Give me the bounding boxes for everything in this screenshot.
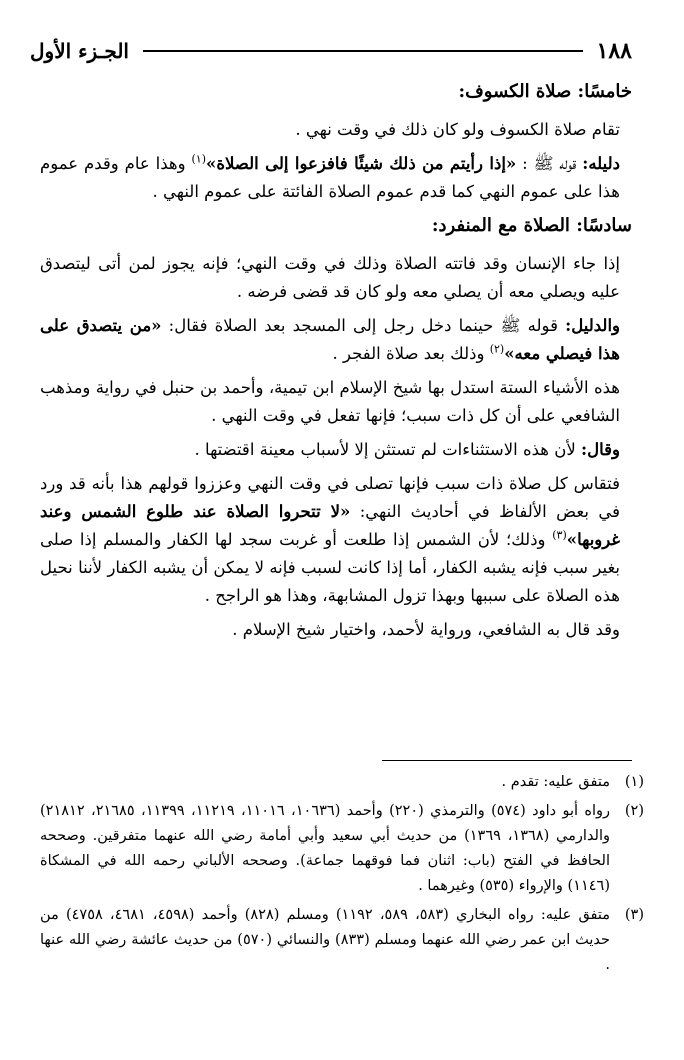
text-run: فتقاس كل صلاة ذات سبب فإنها تصلى في وقت النهي وعززوا قولهم هذا بأنه قد ورد في بعض الألفاظ في أحاديث النهي:	[40, 474, 620, 521]
page-number: ١٨٨	[596, 38, 632, 64]
hadith-quote: «من يتصدق على هذا فيصلي معه»	[40, 316, 620, 363]
footnote	[40, 770, 644, 795]
footnotes	[40, 770, 644, 982]
section-heading-5: خامسًا: صلاة الكسوف:	[458, 81, 632, 102]
footnote-text: متفق عليه: تقدم .	[501, 774, 610, 790]
section-heading-6: سادسًا: الصلاة مع المنفرد:	[431, 215, 632, 236]
paragraph: تقام صلاة الكسوف ولو كان ذلك في وقت نهي .	[295, 120, 620, 139]
paragraph: هذه الأشياء الستة استدل بها شيخ الإسلام ابن تيمية، وأحمد بن حنبل في رواية ومذهب الشافعي على أن كل ذات سبب؛ فإنها تفعل في وقت النهي .	[40, 378, 620, 425]
text-run: وذلك بعد صلاة الفجر .	[332, 344, 490, 363]
lead-word: وقال:	[581, 440, 620, 459]
footnote-ref: (١)	[191, 152, 206, 166]
footnote-mark: (٢)	[624, 803, 644, 819]
text-run: قوله ﷺ حينما دخل رجل إلى المسجد بعد الصلاة فقال:	[161, 316, 566, 335]
lead-word: والدليل:	[565, 316, 620, 335]
text-run: لأن هذه الاستثناءات لم تستثن إلا لأسباب معينة اقتضتها .	[194, 440, 582, 459]
running-title: الجـزء الأول	[30, 39, 129, 63]
footnote-mark: (٣)	[624, 907, 644, 923]
footnote-text: متفق عليه: رواه البخاري (٥٨٣، ٥٨٩، ١١٩٢) ومسلم (٨٢٨) وأحمد (٤٥٩٨، ٤٦٨١، ٤٧٥٨) من حديث ابن عمر رضي الله عنهما ومسلم (٨٣٣) والنسائي (٥٧٠) من حديث عائشة رضي الله عنها .	[40, 907, 611, 973]
paragraph: وقد قال به الشافعي، ورواية لأحمد، واختيار شيخ الإسلام .	[232, 620, 620, 639]
footnote-separator	[382, 760, 632, 761]
text-run: قوله ﷺ :	[516, 154, 583, 173]
paragraph: إذا جاء الإنسان وقد فاتته الصلاة وذلك في وقت النهي؛ فإنه يجوز لمن أتى ليتصدق عليه ويصلي معه أن يصلي معه ولو كان قد قضى فرضه .	[40, 254, 620, 301]
footnote-ref: (٢)	[489, 342, 505, 356]
footnote	[40, 903, 644, 978]
hadith-quote: «لا تتحروا الصلاة عند طلوع الشمس وعند غروبها»	[40, 502, 620, 549]
hadith-quote: «إذا رأيتم من ذلك شيئًا فافزعوا إلى الصلاة»	[206, 154, 517, 173]
footnote-text: رواه أبو داود (٥٧٤) والترمذي (٢٢٠) وأحمد (١٠٦٣٦، ١١٠١٦، ١١٢١٩، ١١٣٩٩، ٢١٦٨٥، ٢١٨١٢) والدارمي (١٣٦٨، ١٣٦٩) من حديث أبي سعيد وأبي أمامة رضي الله عنهما متفرقين. وصححه الحافظ في الفتح (باب: اثنان فما فوقهما جماعة). وصححه الألباني رحمه الله في المشكاة (١١٤٦) والإرواء (٥٣٥) وغيرهما .	[40, 803, 611, 894]
paragraph	[40, 312, 632, 368]
footnote-mark: (١)	[624, 774, 644, 790]
main-text	[40, 74, 632, 650]
text-run: وهذا عام وقدم عموم هذا على عموم النهي كما قدم عموم الصلاة الفائتة على عموم النهي .	[40, 154, 620, 201]
page-header	[30, 36, 632, 66]
paragraph	[40, 150, 632, 206]
paragraph	[40, 436, 632, 464]
header-rule	[143, 50, 583, 52]
footnote	[40, 799, 644, 899]
lead-word: دليله:	[582, 154, 620, 173]
text-run: وذلك؛ لأن الشمس إذا طلعت أو غربت سجد لها الكفار والمسلم إذا صلى بغير سبب فإنه يشبه الكفار، أما إذا كانت لسبب فإنه لا يمكن أن يشبه الكفار لأننا نحيل هذه الصلاة على سببها وبهذا تزول المشابهة، وهذا هو الراجح .	[40, 530, 620, 605]
paragraph	[40, 470, 632, 610]
footnote-ref: (٣)	[552, 528, 567, 542]
